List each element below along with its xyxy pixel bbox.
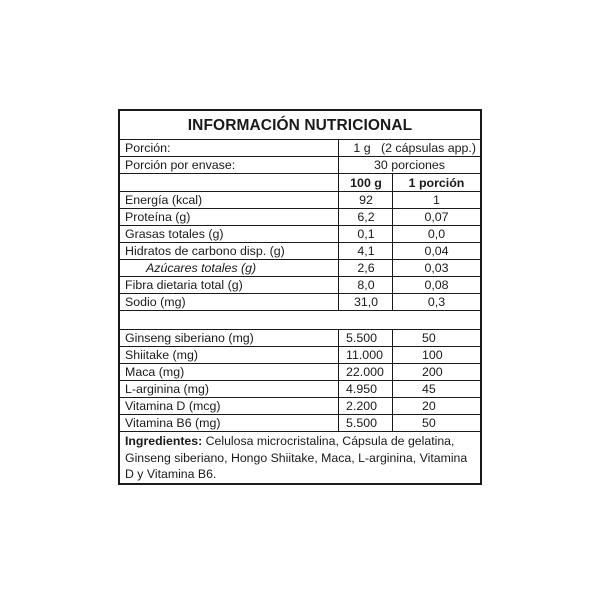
nutrient-per100: 92	[359, 193, 373, 207]
nutrient-row	[120, 277, 480, 294]
active-name: Vitamina B6 (mg)	[125, 416, 221, 430]
column-divider	[338, 140, 339, 311]
active-row	[120, 398, 480, 415]
nutrient-per100: 0,1	[357, 227, 375, 241]
nutrient-name: Grasas totales (g)	[125, 227, 224, 241]
active-name: Vitamina D (mcg)	[125, 399, 221, 413]
column-divider	[392, 174, 393, 311]
nutrient-per100: 8,0	[357, 278, 375, 292]
nutrient-name: Fibra dietaria total (g)	[125, 278, 243, 292]
per-container-label: Porción por envase:	[125, 158, 236, 172]
active-name: L-arginina (mg)	[125, 382, 210, 396]
active-row	[120, 364, 480, 381]
column-divider	[392, 330, 393, 432]
active-per100: 2.200	[346, 399, 378, 413]
spacer-row	[120, 311, 480, 330]
nutrient-name: Energía (kcal)	[125, 193, 203, 207]
active-name: Ginseng siberiano (mg)	[125, 331, 254, 345]
active-row	[120, 381, 480, 398]
active-per100: 5.500	[346, 331, 378, 345]
nutrient-row	[120, 226, 480, 243]
serving-label: Porción:	[125, 141, 171, 155]
nutrient-per100: 2,6	[357, 261, 375, 275]
active-portion: 50	[422, 416, 436, 430]
active-portion: 50	[422, 331, 436, 345]
nutrient-row	[120, 294, 480, 311]
active-row	[120, 347, 480, 364]
nutrient-portion: 0,03	[424, 261, 449, 275]
nutrient-portion: 0,07	[424, 210, 449, 224]
nutrient-row	[120, 260, 480, 277]
active-portion: 20	[422, 399, 436, 413]
header-100g: 100 g	[350, 175, 382, 190]
nutrient-portion: 0,04	[424, 244, 449, 258]
serving-row	[120, 140, 480, 157]
nutrient-portion: 0,0	[427, 227, 446, 241]
nutrient-per100: 6,2	[357, 210, 375, 224]
active-per100: 11.000	[346, 348, 383, 362]
nutrient-name: Hidratos de carbono disp. (g)	[125, 244, 285, 258]
nutrient-row	[120, 192, 480, 209]
nutrition-facts-panel	[118, 109, 482, 485]
active-row	[120, 330, 480, 347]
ingredients-text	[125, 433, 477, 483]
nutrient-name: Sodio (mg)	[125, 295, 186, 309]
panel-title: INFORMACIÓN NUTRICIONAL	[120, 111, 480, 140]
nutrient-per100: 31,0	[353, 295, 379, 309]
active-portion: 100	[422, 348, 443, 362]
nutrient-row	[120, 243, 480, 260]
nutrient-portion: 1	[433, 193, 440, 207]
nutrient-portion: 0,08	[424, 278, 449, 292]
ingredients-label: Ingredientes:	[125, 434, 203, 448]
active-per100: 5.500	[346, 416, 378, 430]
per-container-row	[120, 157, 480, 174]
active-per100: 4.950	[346, 382, 378, 396]
column-header-row	[120, 174, 480, 192]
active-per100: 22.000	[346, 365, 384, 379]
nutrient-portion: 0,3	[427, 295, 446, 309]
active-portion: 200	[422, 365, 443, 379]
serving-value: 1 g (2 cápsulas app.)	[353, 141, 476, 155]
active-portion: 45	[422, 382, 436, 396]
active-name: Shiitake (mg)	[125, 348, 198, 362]
active-row	[120, 415, 480, 432]
header-portion: 1 porción	[408, 175, 465, 190]
nutrient-per100: 4,1	[357, 244, 375, 258]
column-divider	[338, 330, 339, 432]
ingredients-list: Celulosa microcristalina, Cápsula de gelatina, Ginseng siberiano, Hongo Shiitake, Maca, L-arginina, Vitamina D y Vitamina B6.	[125, 434, 468, 481]
nutrient-name: Proteína (g)	[125, 210, 191, 224]
active-name: Maca (mg)	[125, 365, 185, 379]
nutrient-row	[120, 209, 480, 226]
nutrient-name-sub: Azúcares totales (g)	[146, 261, 257, 275]
per-container-value: 30 porciones	[374, 158, 445, 172]
